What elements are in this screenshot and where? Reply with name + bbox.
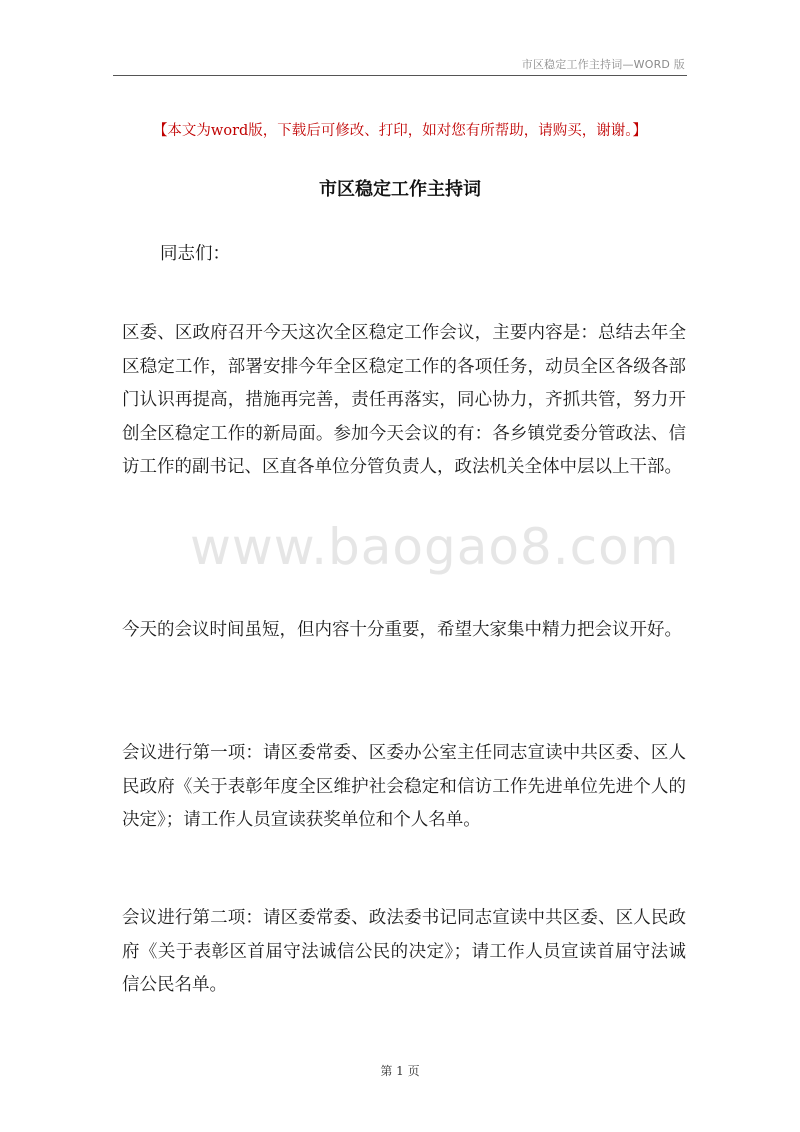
page-number: 第 1 页 [380,1064,420,1078]
paragraph: 会议进行第一项：请区委常委、区委办公室主任同志宣读中共区委、区人民政府《关于表彰年度全区维护社会稳定和信访工作先进单位先进个人的决定》；请工作人员宣读获奖单位和个人名单。 [122,743,686,830]
header-divider [113,75,687,76]
paragraph: 今天的会议时间虽短，但内容十分重要，希望大家集中精力把会议开好。 [122,620,682,640]
purchase-notice: 【本文为word版，下载后可修改、打印，如对您有所帮助，请购买，谢谢。】 [152,123,648,139]
paragraph: 区委、区政府召开今天这次全区稳定工作会议，主要内容是：总结去年全区稳定工作，部署安排今年全区稳定工作的各项任务，动员全区各级各部门认识再提高，措施再完善，责任再落实，同心协力，齐抓共管，努力开创全区稳定工作的新局面。参加今天会议的有：各乡镇党委分管政法、信访工作的副书记、区直各单位分管负责人，政法机关全体中层以上干部。 [122,323,686,477]
salutation: 同志们： [160,244,230,264]
document-title: 市区稳定工作主持词 [319,179,481,200]
watermark: www.baogao8.com [190,518,680,576]
paragraph: 会议进行第二项：请区委常委、政法委书记同志宣读中共区委、区人民政府《关于表彰区首届守法诚信公民的决定》；请工作人员宣读首届守法诚信公民名单。 [122,908,686,995]
running-header: 市区稳定工作主持词—WORD 版 [521,58,685,71]
